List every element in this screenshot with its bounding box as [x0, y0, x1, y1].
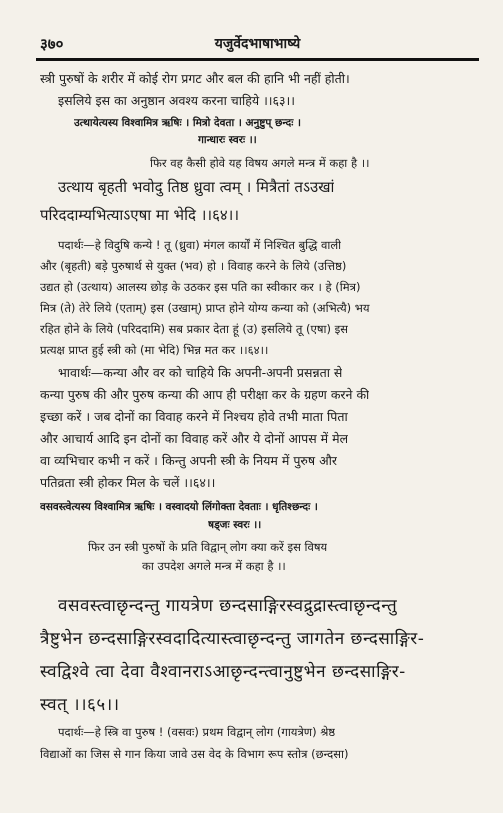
- purport-line: पतिव्रता स्त्री होकर मिल के चलें ।।६४।।: [40, 475, 216, 490]
- running-header: [40, 34, 475, 56]
- purport-line: वा व्यभिचार कभी न करें । किन्तु अपनी स्त्री के नियम में पुरुष और: [40, 453, 338, 468]
- word-meaning-line: मित्र (ते) तेरे लिये (एताम्) इस (उखाम्) प्राप्त होने योग्य कन्या को (अभित्यै) भय: [40, 301, 370, 315]
- word-meaning-line: उद्यत हो (उत्थाय) आलस्य छोड़ के उठकर इस पति का स्वीकार कर । हे (मित्र): [40, 280, 361, 294]
- subject-line: फिर उन स्त्री पुरुषों के प्रति विद्वान् लोग क्या करें इस विषय: [88, 540, 328, 554]
- word-meaning-line: पदार्थः—हे विदुषि कन्ये ! तू (ध्रुवा) मंगल कार्यों में निश्चित बुद्धि वाली: [58, 238, 342, 252]
- mantra-metadata: उत्थायेत्यस्य विश्वामित्र ऋषिः । मित्रो देवता । अनुष्टुप् छन्दः ।: [74, 117, 301, 129]
- word-meaning-line: और (बृहती) बड़े पुरुषार्थ से युक्त (भव) हो । विवाह करने के लिये (उत्तिष्ठ): [40, 259, 347, 273]
- purport-line: कन्या पुरुष की और पुरुष कन्या की आप ही परीक्षा कर के ग्रहण करने की: [40, 387, 370, 402]
- subject-line: का उपदेश अगले मन्त्र में कहा है ।।: [142, 559, 286, 573]
- word-meaning-line: पदार्थः—हे स्त्रि वा पुरुष ! (वसवः) प्रथम विद्वान् लोग (गायत्रेण) श्रेष्ठ: [58, 725, 336, 739]
- mantra-metadata: वसवस्त्वेत्यस्य विश्वामित्र ऋषिः । वस्वादयो लिंगोक्ता देवताः । धृतिश्छन्दः ।: [40, 501, 318, 513]
- purport-line: इच्छा करें । जब दोनों का विवाह करने में निश्चय होवे तभी माता पिता: [40, 409, 348, 424]
- purport-line: भावार्थः—कन्या और वर को चाहिये कि अपनी-अपनी प्रसन्नता से: [58, 365, 343, 380]
- header-rule: [36, 58, 479, 61]
- running-title: यजुर्वेदभाषाभाष्ये: [214, 36, 301, 52]
- subject-line: फिर वह कैसी होवे यह विषय अगले मन्त्र में कहा है ।।: [150, 156, 370, 170]
- mantra-verse: वसवस्त्वाछृन्दन्तु गायत्रेण छन्दसाङ्गिरस्वद्रुद्रास्त्वाछृन्दन्तु: [58, 596, 398, 616]
- mantra-verse: परिददाम्यभित्याऽएषा मा भेदि ।।६४।।: [40, 206, 240, 224]
- word-meaning-line: विद्याओं का जिस से गान किया जावे उस वेद के विभाग रूप स्तोत्र (छन्दसा): [40, 747, 349, 761]
- mantra-verse: स्वद्विश्वे त्वा देवा वैश्वानराऽआछृन्दन्त्वानुष्टुभेन छन्दसाङ्गिर-: [40, 662, 406, 682]
- word-meaning-line: प्रत्यक्ष प्राप्त हुई स्त्री को (मा भेदि) भिन्न मत कर ।।६४।।: [40, 343, 269, 357]
- mantra-metadata: गान्धारः स्वरः ।।: [198, 134, 257, 146]
- mantra-verse: उत्थाय बृहती भवोदु तिष्ठ ध्रुवा त्वम् । मित्रैतां तऽउखां: [58, 178, 335, 196]
- purport-line: और आचार्य आदि इन दोनों का विवाह करें और ये दोनों आपस में मेल: [40, 431, 349, 446]
- text-line: स्त्री पुरुषों के शरीर में कोई रोग प्रगट और बल की हानि भी नहीं होती।: [40, 71, 350, 86]
- mantra-verse: त्रैष्टुभेन छन्दसाङ्गिरस्वदादित्यास्त्वाछृन्दन्तु जागतेन छन्दसाङ्गिर-: [40, 629, 425, 649]
- mantra-metadata: षड्जः स्वरः ।।: [208, 519, 262, 531]
- page-number: ३७०: [40, 35, 64, 53]
- mantra-verse: स्वत् ।।६५।।: [40, 695, 120, 715]
- text-line: इसलिये इस का अनुष्ठान अवश्य करना चाहिये ।।६३।।: [58, 93, 296, 108]
- word-meaning-line: रहित होने के लिये (परिददामि) सब प्रकार देता हूं (उ) इसलिये तू (एषा) इस: [40, 322, 349, 336]
